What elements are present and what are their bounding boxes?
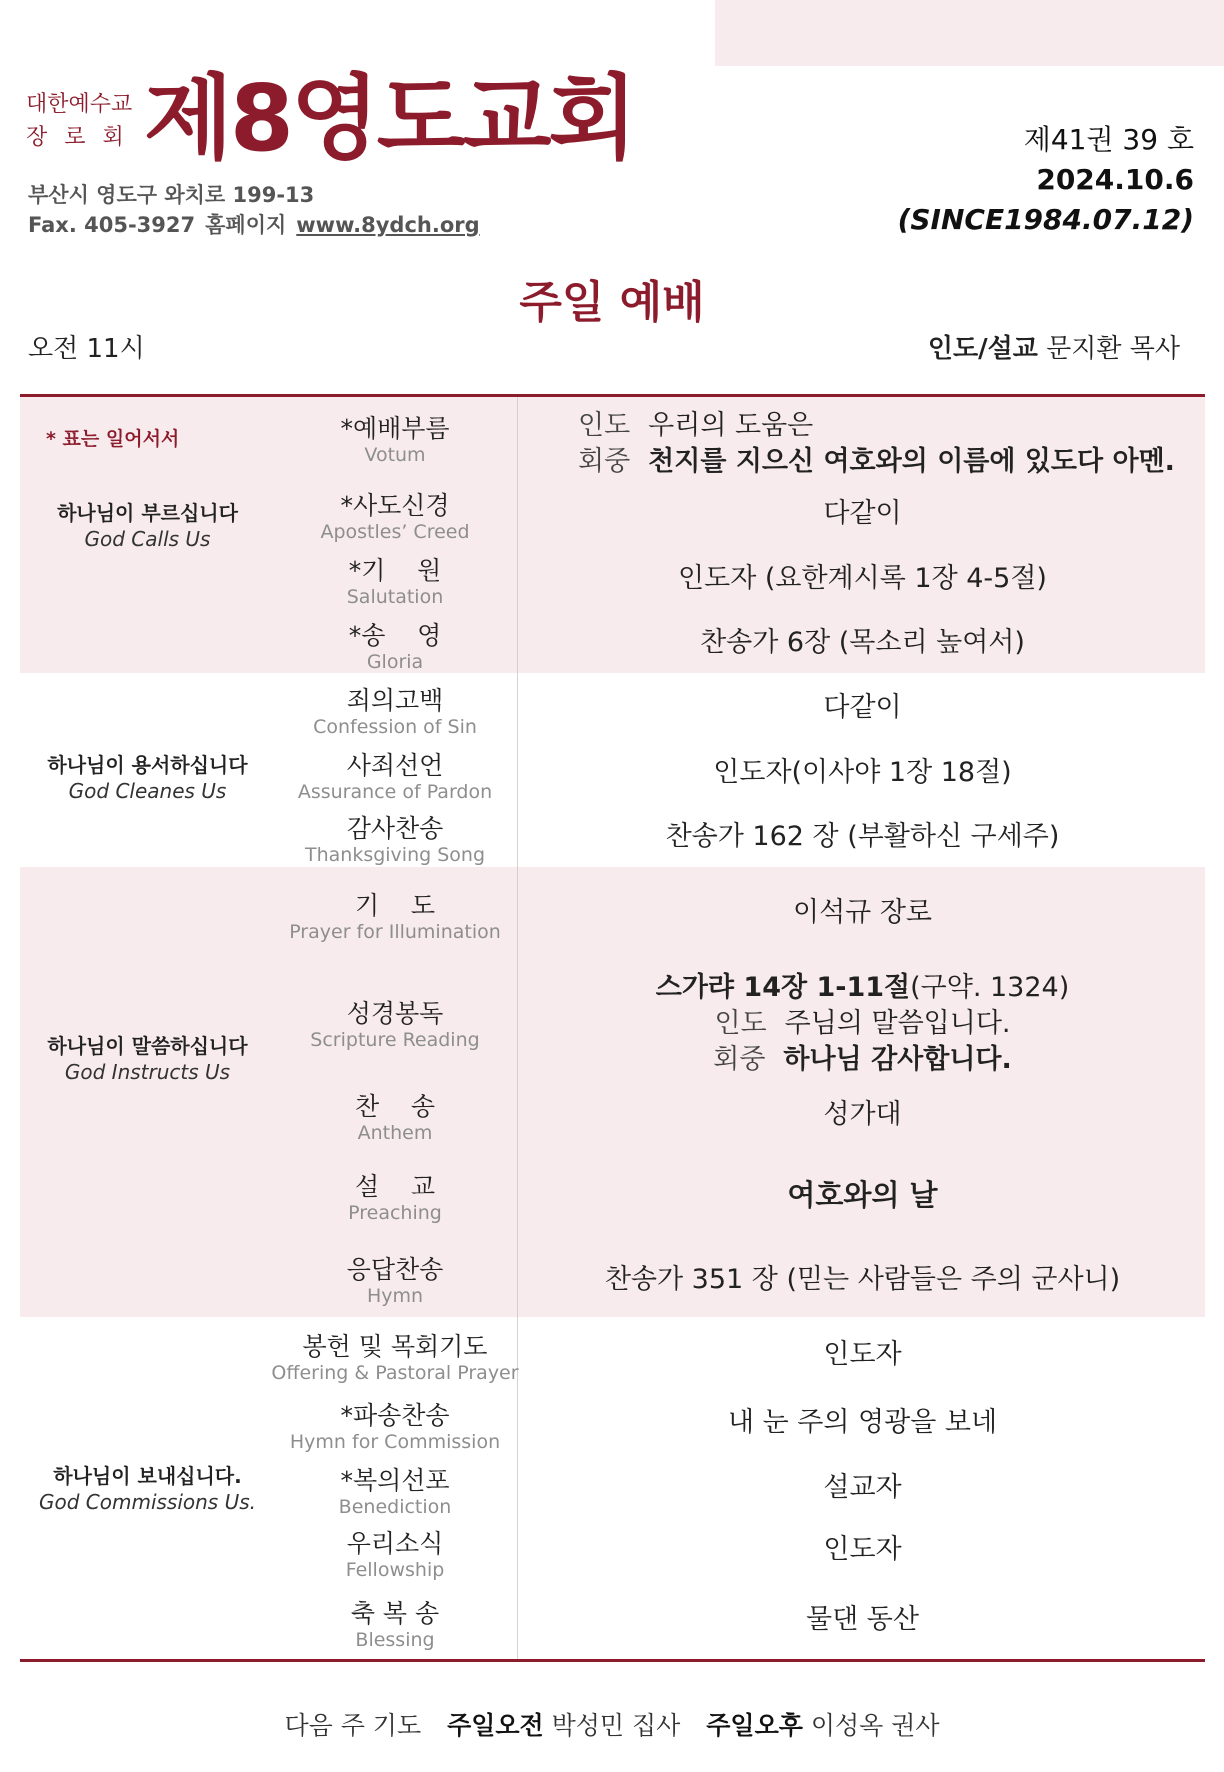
issue-date: 2024.10.6 [1036,163,1194,196]
item-gloria [270,620,520,673]
detail-benediction: 설교자 [823,1472,902,1503]
detail-commission-hymn: 내 눈 주의 영광을 보네 [727,1407,998,1438]
item-preaching [270,1171,520,1224]
detail-thanksgiving-song: 찬송가 162 장 (부활하신 구세주) [665,821,1060,852]
next-week-prayer [0,1706,1224,1742]
votum-leader-line [578,408,813,444]
item-title-en: Hymn for Commission [289,1431,501,1453]
item-title-en: Gloria [366,651,424,673]
scripture-block [520,970,1205,1078]
item-votum [270,413,520,466]
item-title-ko: *기 원 [348,556,442,585]
role-label: 인도 [578,410,631,441]
item-title-en: Hymn [366,1285,424,1307]
detail-prayer: 이석규 장로 [793,897,932,928]
section-title-en: God Instructs Us [64,1060,231,1084]
item-fellowship [270,1528,520,1581]
section-title-en: God Commissions Us. [38,1490,256,1514]
detail-blessing: 물댄 동산 [806,1604,919,1635]
item-scripture-reading [270,998,520,1051]
scripture-page: (구약. 1324) [910,972,1070,1003]
item-title-ko: 기 도 [354,891,436,920]
item-title-en: Offering & Pastoral Prayer [271,1362,519,1384]
item-title-en: Scripture Reading [310,1029,480,1051]
item-title-en: Thanksgiving Song [304,844,486,866]
since-date: (SINCE1984.07.12) [897,203,1194,236]
item-title-en: Anthem [357,1122,433,1144]
role-label: 회중 [578,446,631,477]
service-leader [928,328,1180,365]
item-benediction [270,1465,520,1518]
item-apostles-creed [270,490,520,543]
denomination [26,88,141,154]
item-title-ko: 찬 송 [354,1092,436,1121]
role-label: 회중 [713,1044,766,1075]
issue-number: 제41권 39 호 [1023,123,1194,156]
detail-assurance: 인도자(이사야 1장 18절) [713,757,1012,788]
item-confession [270,685,520,738]
header-corner-band [715,0,1224,66]
scripture-people-text: 하나님 감사합니다. [783,1044,1012,1075]
item-title-ko: 응답찬송 [346,1255,444,1284]
section-title-ko: 하나님이 말씀하십니다 [47,1034,248,1058]
bottom-rule [20,1659,1205,1662]
item-title-ko: 축 복 송 [350,1599,440,1628]
detail-gloria: 찬송가 6장 (목소리 높여서) [700,627,1025,658]
role-label: 인도 [714,1008,767,1039]
item-title-en: Preaching [348,1202,442,1224]
item-anthem [270,1091,520,1144]
fax-number: Fax. 405-3927 [28,213,196,237]
denomination-line1: 대한예수교 [26,92,133,117]
item-title-en: Assurance of Pardon [297,781,493,803]
votum-people-line [578,444,1175,480]
item-title-ko: *사도신경 [340,491,450,520]
item-title-ko: *복의선포 [340,1466,450,1495]
leader-label: 인도/설교 [927,334,1038,364]
scripture-leader-text: 주님의 말씀입니다. [784,1008,1011,1039]
item-commission-hymn [270,1400,520,1453]
item-title-ko: *송 영 [348,621,442,650]
contact-line [28,210,490,240]
item-title-en: Apostles’ Creed [320,521,470,543]
item-title-ko: 봉헌 및 목회기도 [302,1332,488,1361]
item-offering [270,1331,520,1384]
detail-salutation: 인도자 (요한계시록 1장 4-5절) [678,563,1047,594]
section-instructs-bg [20,867,1205,1317]
homepage-link[interactable]: www.8ydch.org [296,213,480,237]
footer-pm-label: 주일오후 [706,1711,803,1740]
sermon-title: 여호와의 날 [787,1178,938,1212]
item-title-en: Votum [364,444,426,466]
item-response-hymn [270,1254,520,1307]
scripture-reference: 스가랴 14장 1-11절 [655,972,911,1003]
section-label-cleanses [20,752,275,804]
item-prayer [270,890,520,943]
item-title-en: Prayer for Illumination [289,921,501,943]
item-title-en: Benediction [338,1496,452,1518]
detail-apostles-creed: 다같이 [823,498,902,529]
section-title-ko: 하나님이 보내십니다. [53,1464,242,1488]
votum-leader-text: 우리의 도움은 [648,410,814,441]
item-title-ko: *파송찬송 [340,1401,450,1430]
scripture-reference-line [520,970,1205,1006]
item-title-ko: *예배부름 [340,414,450,443]
church-address-block [28,180,490,240]
item-title-ko: 죄의고백 [346,686,444,715]
section-label-calls [20,500,275,552]
item-title-ko: 감사찬송 [346,814,444,843]
section-title-ko: 하나님이 부르십니다 [57,501,238,525]
item-thanksgiving-song [270,813,520,866]
item-assurance [270,750,520,803]
homepage-label: 홈페이지 [205,213,287,237]
item-title-ko: 사죄선언 [346,751,444,780]
scripture-people-line [520,1042,1205,1078]
item-title-ko: 성경봉독 [346,999,444,1028]
section-label-instructs [20,1033,275,1085]
footer-pm-name: 이성옥 권사 [810,1711,940,1740]
address: 부산시 영도구 와치로 199-13 [28,183,315,207]
scripture-leader-line [520,1006,1205,1042]
denomination-line2: 장로회 [26,125,141,150]
detail-fellowship: 인도자 [823,1534,902,1565]
service-time: 오전 11시 [28,334,145,364]
section-label-commissions [20,1463,275,1515]
section-title-en: God Calls Us [84,527,211,551]
leader-name: 문지환 목사 [1046,334,1180,364]
footer-am-label: 주일오전 [447,1711,544,1740]
worship-title: 주일 예배 [519,277,705,328]
issue-info [898,120,1194,240]
section-title-en: God Cleanes Us [68,779,227,803]
item-title-en: Salutation [346,586,444,608]
item-title-ko: 설 교 [354,1172,436,1201]
detail-offering: 인도자 [823,1339,902,1370]
detail-confession: 다같이 [823,692,902,723]
item-title-en: Fellowship [345,1559,445,1581]
footer-am-name: 박성민 집사 [551,1711,681,1740]
item-title-ko: 우리소식 [346,1529,444,1558]
footer-label: 다음 주 기도 [284,1711,422,1740]
item-salutation [270,555,520,608]
detail-response-hymn: 찬송가 351 장 (믿는 사람들은 주의 군사니) [604,1264,1121,1295]
item-title-en: Confession of Sin [313,716,477,738]
item-blessing [270,1598,520,1651]
standing-note: * 표는 일어서서 [46,428,180,450]
votum-people-text: 천지를 지으신 여호와의 이름에 있도다 아멘. [648,446,1175,477]
detail-anthem: 성가대 [823,1099,902,1130]
item-title-en: Blessing [355,1629,435,1651]
church-name: 제8영도교회 [144,65,635,172]
section-title-ko: 하나님이 용서하십니다 [47,753,248,777]
